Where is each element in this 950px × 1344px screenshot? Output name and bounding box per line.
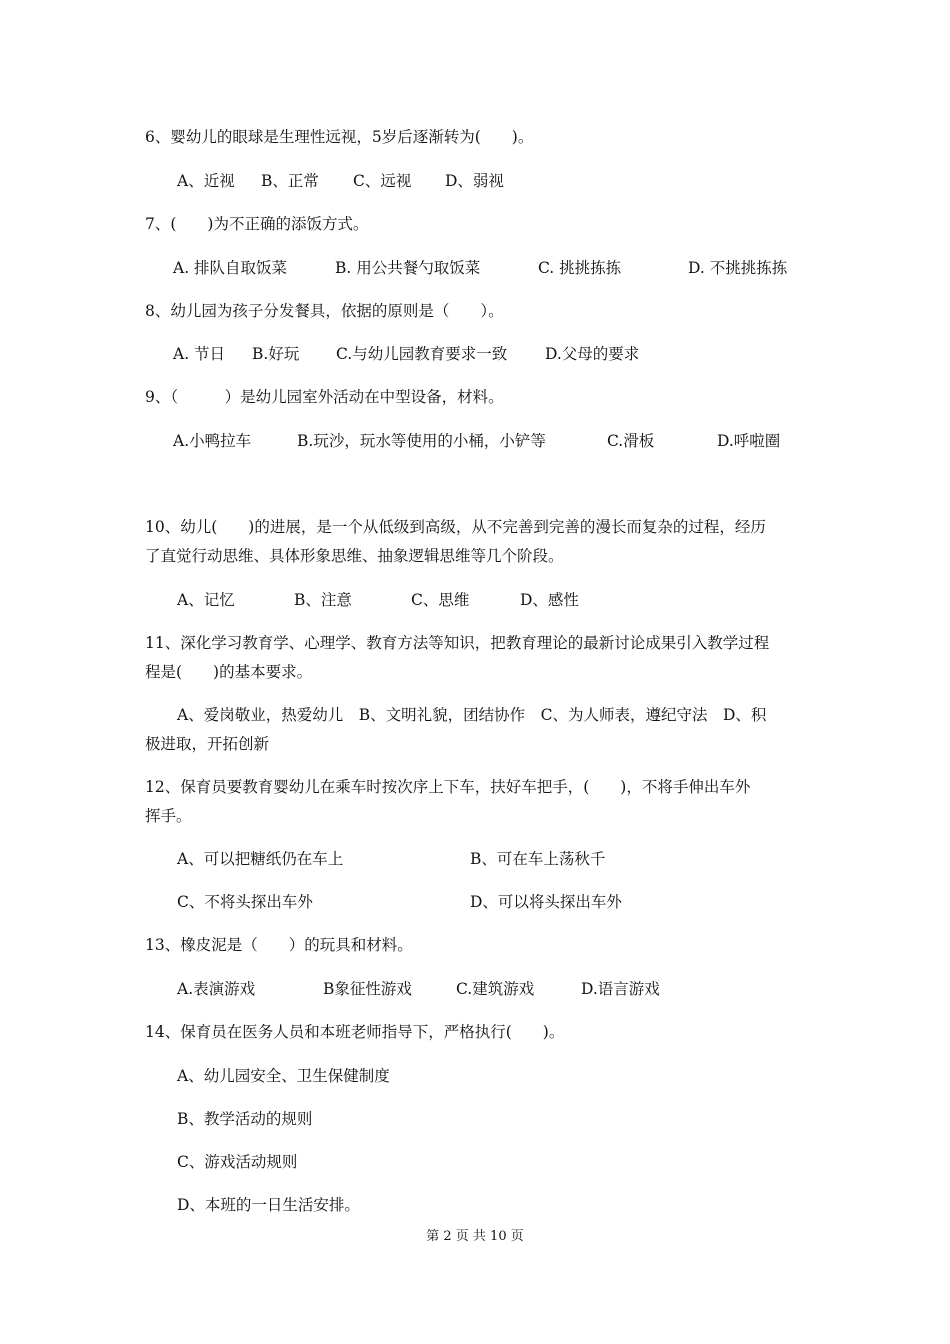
question-14-option-a: A、幼儿园安全、卫生保健制度 <box>177 1067 390 1085</box>
question-9-option-d: D.呼啦圈 <box>717 432 781 450</box>
question-14-option-b: B、教学活动的规则 <box>177 1110 313 1128</box>
question-10-option-b: B、注意 <box>294 591 352 609</box>
question-12-stem-line-1: 12、保育员要教育婴幼儿在乘车时按次序上下车，扶好车把手，( )，不将手伸出车外 <box>145 778 751 796</box>
question-11-options-line-1: A、爱岗敬业，热爱幼儿 B、文明礼貌，团结协作 C、为人师表，遵纪守法 D、积 <box>177 706 767 724</box>
question-13-option-c: C.建筑游戏 <box>456 980 535 998</box>
question-9-option-a: A.小鸭拉车 <box>173 432 252 450</box>
page-number-footer: 第 2 页 共 10 页 <box>426 1229 524 1244</box>
question-12-option-b: B、可在车上荡秋千 <box>470 850 606 868</box>
question-11-stem-line-1: 11、深化学习教育学、心理学、教育方法等知识，把教育理论的最新讨论成果引入教学过程 <box>145 634 770 652</box>
question-9-stem: 9、（ ）是幼儿园室外活动在中型设备，材料。 <box>145 388 504 406</box>
question-14-option-c: C、游戏活动规则 <box>177 1153 298 1171</box>
question-8-option-d: D.父母的要求 <box>545 345 640 363</box>
question-10-option-a: A、记忆 <box>177 591 235 609</box>
question-8-stem: 8、幼儿园为孩子分发餐具，依据的原则是（ ）。 <box>145 302 504 320</box>
question-11-options-line-2: 极进取，开拓创新 <box>145 735 270 753</box>
question-9-option-b: B.玩沙，玩水等使用的小桶，小铲等 <box>297 432 546 450</box>
question-13-option-d: D.语言游戏 <box>581 980 660 998</box>
question-14-option-d: D、本班的一日生活安排。 <box>177 1196 360 1214</box>
question-11-stem-line-2: 程是( )的基本要求。 <box>145 663 313 681</box>
question-7-option-a: A. 排队自取饭菜 <box>173 259 288 277</box>
question-12-option-c: C、不将头探出车外 <box>177 893 313 911</box>
question-13-stem: 13、橡皮泥是（ ）的玩具和材料。 <box>145 936 413 954</box>
question-10-option-d: D、感性 <box>520 591 579 609</box>
question-6-option-c: C、远视 <box>353 172 412 190</box>
question-8-option-c: C.与幼儿园教育要求一致 <box>336 345 508 363</box>
question-8-option-a: A. 节日 <box>173 345 226 363</box>
question-6-option-b: B、正常 <box>261 172 319 190</box>
question-7-stem: 7、( )为不正确的添饭方式。 <box>145 215 369 233</box>
question-10-option-c: C、思维 <box>411 591 470 609</box>
question-13-option-b: B象征性游戏 <box>323 980 412 998</box>
question-6-option-d: D、弱视 <box>445 172 504 190</box>
question-13-option-a: A.表演游戏 <box>177 980 256 998</box>
question-10-stem-line-1: 10、幼儿( )的进展，是一个从低级到高级，从不完善到完善的漫长而复杂的过程，经历 <box>145 518 766 536</box>
question-14-stem: 14、保育员在医务人员和本班老师指导下，严格执行( )。 <box>145 1023 565 1041</box>
question-12-stem-line-2: 挥手。 <box>145 807 192 825</box>
question-6-option-a: A、近视 <box>177 172 235 190</box>
question-10-stem-line-2: 了直觉行动思维、具体形象思维、抽象逻辑思维等几个阶段。 <box>145 547 564 565</box>
question-7-option-c: C. 挑挑拣拣 <box>538 259 622 277</box>
question-7-option-d: D. 不挑挑拣拣 <box>688 259 788 277</box>
question-9-option-c: C.滑板 <box>607 432 655 450</box>
question-7-option-b: B. 用公共餐勺取饭菜 <box>335 259 481 277</box>
question-12-option-d: D、可以将头探出车外 <box>470 893 622 911</box>
question-12-option-a: A、可以把糖纸仍在车上 <box>177 850 344 868</box>
question-6-stem: 6、婴幼儿的眼球是生理性远视，5岁后逐渐转为( )。 <box>145 128 534 146</box>
question-8-option-b: B.好玩 <box>252 345 300 363</box>
